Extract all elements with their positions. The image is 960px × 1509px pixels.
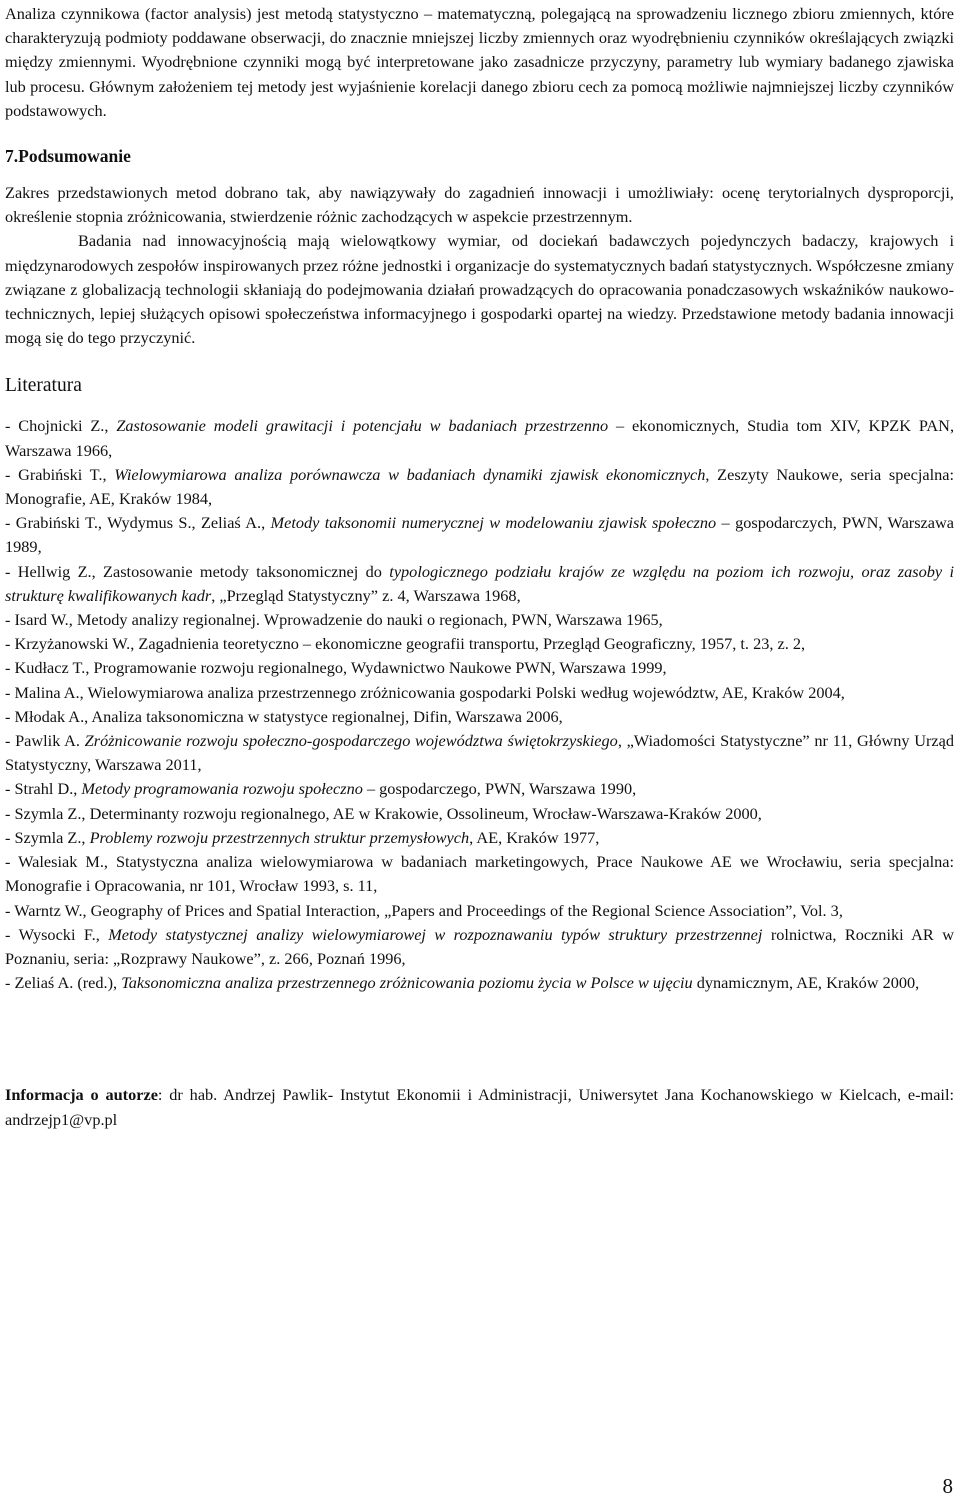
reference-item: - Malina A., Wielowymiarowa analiza przestrzennego zróżnicowania gospodarki Polski według województw, AE, Kraków 2004,	[5, 682, 845, 702]
reference-item: - Krzyżanowski W., Zagadnienia teoretyczno – ekonomiczne geografii transportu, Przegląd Geograficzny, 1957, t. 23, z. 2,	[5, 634, 806, 654]
document-page	[5, 0, 954, 1132]
literature-heading: Literatura	[5, 375, 82, 397]
summary-paragraph-1: Zakres przedstawionych metod dobrano tak, aby nawiązywały do zagadnień innowacji i umożliwiały: ocenę terytorialnych dysproporcji, określenie stopnia zróżnicowania, stwierdzenie różnic zachodzących w aspekcie przestrzennym.	[5, 183, 954, 227]
reference-item: - Szymla Z., Problemy rozwoju przestrzennych struktur przemysłowych, AE, Kraków 1977,	[5, 827, 600, 847]
reference-list	[5, 414, 954, 995]
reference-item: - Walesiak M., Statystyczna analiza wielowymiarowa w badaniach marketingowych, Prace Naukowe AE we Wrocławiu, seria specjalna: Monografie i Opracowania, nr 101, Wrocław 1993, s. 11,	[5, 852, 954, 896]
reference-item: - Zeliaś A. (red.), Taksonomiczna analiza przestrzennego zróżnicowania poziomu życia w Polsce w ujęciu dynamicznym, AE, Kraków 2000,	[5, 973, 920, 993]
reference-item: - Młodak A., Analiza taksonomiczna w statystyce regionalnej, Difin, Warszawa 2006,	[5, 706, 563, 726]
page-number: 8	[942, 1474, 953, 1498]
reference-item: - Grabiński T., Wielowymiarowa analiza porównawcza w badaniach dynamiki zjawisk ekonomicznych, Zeszyty Naukowe, seria specjalna: Monografie, AE, Kraków 1984,	[5, 464, 954, 509]
author-info-text: : dr hab. Andrzej Pawlik- Instytut Ekonomii i Administracji, Uniwersytet Jana Kochanowskiego w Kielcach, e-mail: andrzejp1@vp.pl	[5, 1085, 954, 1129]
reference-item: - Wysocki F., Metody statystycznej analizy wielowymiarowej w rozpoznawaniu typów struktury przestrzennej rolnictwa, Roczniki AR w Poznaniu, seria: „Rozprawy Naukowe”, z. 266, Poznań 1996,	[5, 924, 954, 968]
intro-paragraph: Analiza czynnikowa (factor analysis) jest metodą statystyczno – matematyczną, polegającą na sprowadzeniu licznego zbioru zmiennych, które charakteryzują podmioty poddawane obserwacji, do znacznie mniejszej liczby zmiennych oraz wyodrębnieniu czynników określających związki między zmiennymi. Wyodrębnione czynniki mogą być interpretowane jako zasadnicze przyczyny, parametry lub wymiary badanego zjawiska lub procesu. Głównym założeniem tej metody jest wyjaśnienie korelacji danego zbioru cech za pomocą możliwie najmniejszej liczby czynników podstawowych.	[5, 4, 954, 120]
reference-item: - Pawlik A. Zróżnicowanie rozwoju społeczno-gospodarczego województwa świętokrzyskiego, „Wiadomości Statystyczne” nr 11, Główny Urząd Statystyczny, Warszawa 2011,	[5, 731, 954, 775]
reference-item: - Isard W., Metody analizy regionalnej. Wprowadzenie do nauki o regionach, PWN, Warszawa 1965,	[5, 610, 663, 630]
reference-item: - Hellwig Z., Zastosowanie metody taksonomicznej do typologicznego podziału krajów ze względu na poziom ich rozwoju, oraz zasoby i strukturę kwalifikowanych kadr, „Przegląd Statystyczny” z. 4, Warszawa 1968,	[5, 561, 954, 605]
reference-item: - Grabiński T., Wydymus S., Zeliaś A., Metody taksonomii numerycznej w modelowaniu zjawisk społeczno – gospodarczych, PWN, Warszawa 1989,	[5, 513, 954, 557]
summary-heading: 7.Podsumowanie	[5, 146, 131, 167]
reference-item: - Kudłacz T., Programowanie rozwoju regionalnego, Wydawnictwo Naukowe PWN, Warszawa 1999,	[5, 658, 667, 678]
summary-paragraph-2: Badania nad innowacyjnością mają wielowątkowy wymiar, od dociekań badawczych pojedynczych badaczy, krajowych i międzynarodowych zespołów inspirowanych przez różne jednostki i organizacje do systematycznych badań statystycznych. Współczesne zmiany związane z globalizacją technologii skłaniają do podejmowania działań prowadzących do opracowania ponadczasowych wskaźników naukowo-technicznych, lepiej służących opisowi społeczeństwa informacyjnego i gospodarki opartej na wiedzy. Przedstawione metody badania innowacji mogą się do tego przyczynić.	[5, 231, 954, 348]
author-info-label: Informacja o autorze	[5, 1085, 158, 1105]
reference-item: - Strahl D., Metody programowania rozwoju społeczno – gospodarczego, PWN, Warszawa 1990,	[5, 779, 637, 799]
author-info	[5, 1083, 954, 1131]
reference-item: - Chojnicki Z., Zastosowanie modeli grawitacji i potencjału w badaniach przestrzenno – ekonomicznych, Studia tom XIV, KPZK PAN, Warszawa 1966,	[5, 416, 955, 460]
reference-item: - Szymla Z., Determinanty rozwoju regionalnego, AE w Krakowie, Ossolineum, Wrocław-Warszawa-Kraków 2000,	[5, 803, 762, 823]
reference-item: - Warntz W., Geography of Prices and Spatial Interaction, „Papers and Proceedings of the Regional Science Association”, Vol. 3,	[5, 900, 843, 920]
